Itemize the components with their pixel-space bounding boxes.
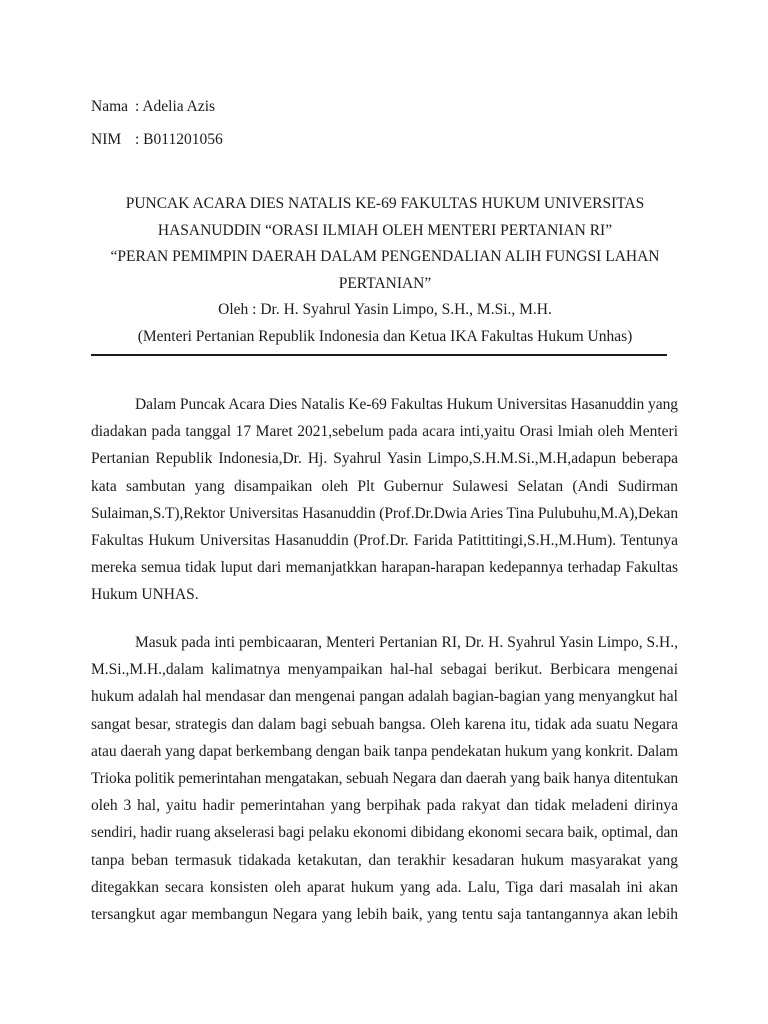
paragraph-1 (91, 391, 678, 609)
title-line: PERTANIAN” (338, 274, 432, 292)
paragraph-line: sangat besar, strategis dan dalam bagi sebuah bangsa. Oleh karena itu, tidak ada suatu Negara (91, 715, 678, 733)
speaker-line: Oleh : Dr. H. Syahrul Yasin Limpo, S.H., M.Si., M.H. (218, 301, 552, 318)
paragraph-line: Dalam Puncak Acara Dies Natalis Ke-69 Fakultas Hukum Universitas Hasanuddin yang (135, 396, 678, 413)
paragraph-2 (91, 629, 678, 928)
paragraph-line: Hukum UNHAS. (91, 586, 199, 604)
nim-label: NIM (91, 131, 122, 148)
name-label: Nama (91, 98, 129, 115)
paragraph-line: oleh 3 hal, yaitu hadir pemerintahan yang berpihak pada rakyat dan tidak meladeni dirinya (91, 797, 678, 815)
paragraph-line: Masuk pada inti pembicaaran, Menteri Pertanian RI, Dr. H. Syahrul Yasin Limpo, S.H., (135, 634, 678, 651)
paragraph-line: kata sambutan yang disampaikan oleh Plt Gubernur Sulawesi Selatan (Andi Sudirman (91, 477, 678, 495)
title-line: “PERAN PEMIMPIN DAERAH DALAM PENGENDALIAN ALIH FUNGSI LAHAN (110, 248, 660, 265)
document-title (90, 191, 680, 350)
paragraph-line: sendiri, hadir ruang akselerasi bagi pelaku ekonomi dibidang ekonomi secara baik, optimal, dan (91, 824, 678, 842)
nim-row (91, 123, 223, 156)
paragraph-line: tanpa beban termasuk tidakada ketakutan, dan terakhir kesadaran hukum masyarakat yang (91, 851, 678, 869)
paragraph-line: ditegakkan secara konsisten oleh aparat hukum yang ada. Lalu, Tiga dari masalah ini akan (91, 878, 678, 896)
paragraph-line: Sulaiman,S.T),Rektor Universitas Hasanuddin (Prof.Dr.Dwia Aries Tina Pulubuhu,M.A),Dekan (91, 504, 678, 522)
title-divider (91, 354, 667, 356)
name-value: : Adelia Azis (135, 98, 216, 115)
paragraph-line: Fakultas Hukum Universitas Hasanuddin (Prof.Dr. Farida Patittitingi,S.H.,M.Hum). Tentunya (91, 532, 678, 550)
title-line: HASANUDDIN “ORASI ILMIAH OLEH MENTERI PERTANIAN RI” (157, 221, 613, 239)
paragraph-line: M.Si.,M.H.,dalam kalimatnya menyampaikan hal-hal sebagai berikut. Berbicara mengenai (91, 661, 678, 679)
paragraph-line: Pertanian Republik Indonesia,Dr. Hj. Syahrul Yasin Limpo,S.H.M.Si.,M.H,adapun beberapa (91, 450, 678, 468)
paragraph-line: atau daerah yang dapat berkembang dengan baik tanpa pendekatan hukum yang konkrit. Dalam (91, 742, 678, 760)
title-line: PUNCAK ACARA DIES NATALIS KE-69 FAKULTAS HUKUM UNIVERSITAS (125, 195, 645, 212)
paragraph-line: diadakan pada tanggal 17 Maret 2021,sebelum pada acara inti,yaitu Orasi lmiah oleh Menteri (91, 423, 678, 441)
paragraph-line: mereka semua tidak luput dari memanjatkkan harapan-harapan kedepannya terhadap Fakultas (91, 559, 678, 577)
name-row (91, 90, 223, 123)
student-info (91, 90, 223, 156)
speaker-affiliation: (Menteri Pertanian Republik Indonesia dan Ketua IKA Fakultas Hukum Unhas) (137, 327, 633, 345)
paragraph-line: hukum adalah hal mendasar dan mengenai pangan adalah bagian-bagian yang menyangkut hal (91, 688, 678, 706)
paragraph-line: Trioka politik pemerintahan mengatakan, sebuah Negara dan daerah yang baik hanya ditentukan (91, 770, 678, 788)
paragraph-line: tersangkut agar membangun Negara yang lebih baik, yang tentu saja tantangannya akan lebih (91, 906, 678, 924)
nim-value: : B011201056 (135, 131, 223, 148)
